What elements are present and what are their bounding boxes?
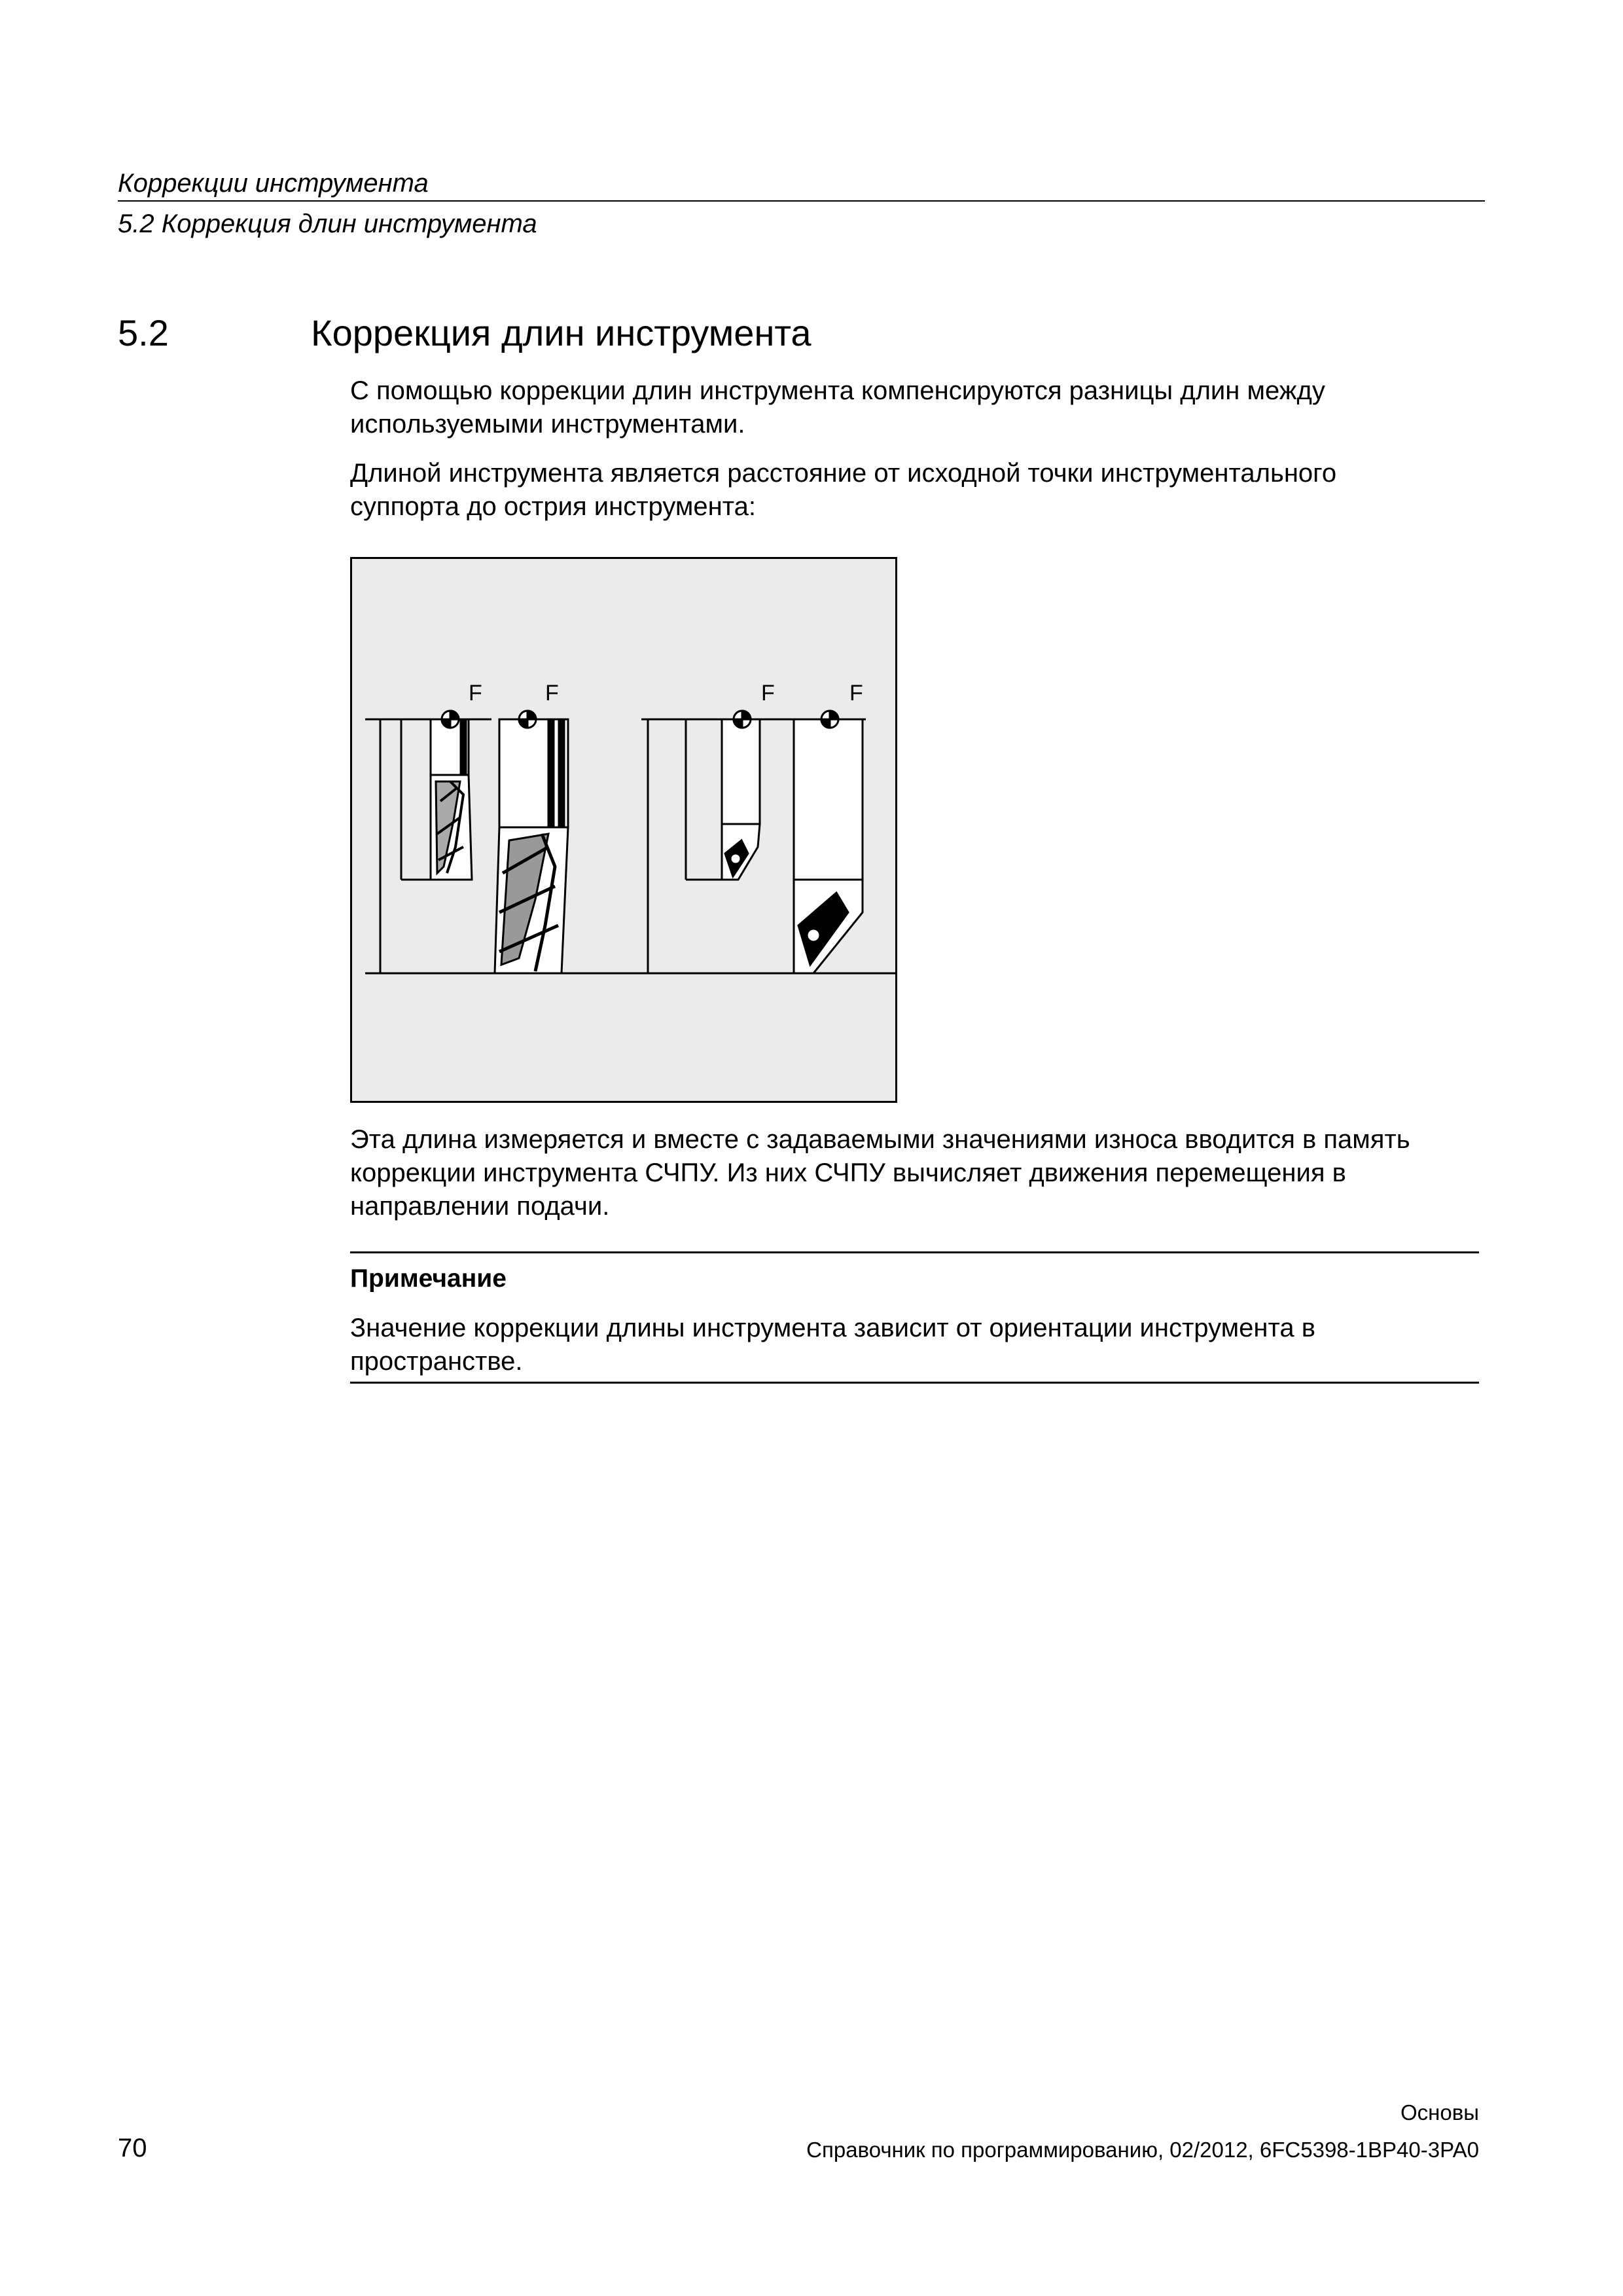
reference-point-icon: [734, 711, 751, 728]
paragraph-measurement: [350, 1123, 1489, 1223]
paragraph-line: суппорта до острия инструмента:: [350, 492, 756, 521]
section-number: 5.2: [118, 312, 169, 353]
reference-point-icon: [821, 711, 838, 728]
note-text: [350, 1312, 1489, 1378]
reference-point-icon: [519, 711, 536, 728]
footer-doc-info: Справочник по программированию, 02/2012, 6FC5398-1BP40-3PA0: [806, 2138, 1479, 2162]
figure-label-f: F: [545, 681, 559, 706]
paragraph-line: Значение коррекции длины инструмента зависит от ориентации инструмента в: [350, 1314, 1315, 1342]
running-header-section: 5.2 Коррекция длин инструмента: [118, 209, 537, 238]
figure-label-f: F: [469, 681, 482, 706]
turning-tools-group: [641, 711, 866, 973]
tool-length-figure: [350, 557, 897, 1103]
paragraph-line: пространстве.: [350, 1347, 523, 1376]
paragraph-line: С помощью коррекции длин инструмента компенсируются разницы длин между: [350, 376, 1325, 405]
note-bottom-rule: [350, 1382, 1479, 1384]
paragraph-line: направлении подачи.: [350, 1192, 610, 1221]
reference-point-icon: [442, 711, 459, 728]
section-title: Коррекция длин инструмента: [311, 312, 812, 353]
paragraph-definition: [350, 457, 1489, 524]
paragraph-line: используемыми инструментами.: [350, 410, 745, 439]
note-title: Примечание: [350, 1265, 507, 1293]
figure-label-f: F: [761, 681, 775, 706]
paragraph-intro: [350, 374, 1489, 441]
footer-doc-title: Основы: [1400, 2100, 1479, 2125]
note-top-rule: [350, 1251, 1479, 1253]
page-number: 70: [118, 2134, 147, 2162]
running-header-chapter: Коррекции инструмента: [118, 169, 429, 198]
paragraph-line: коррекции инструмента СЧПУ. Из них СЧПУ вычисляет движения перемещения в: [350, 1158, 1346, 1187]
figure-label-f: F: [849, 681, 863, 706]
paragraph-line: Эта длина измеряется и вместе с задаваемыми значениями износа вводится в память: [350, 1125, 1410, 1154]
paragraph-line: Длиной инструмента является расстояние от исходной точки инструментального: [350, 459, 1337, 488]
header-rule: [118, 200, 1485, 202]
